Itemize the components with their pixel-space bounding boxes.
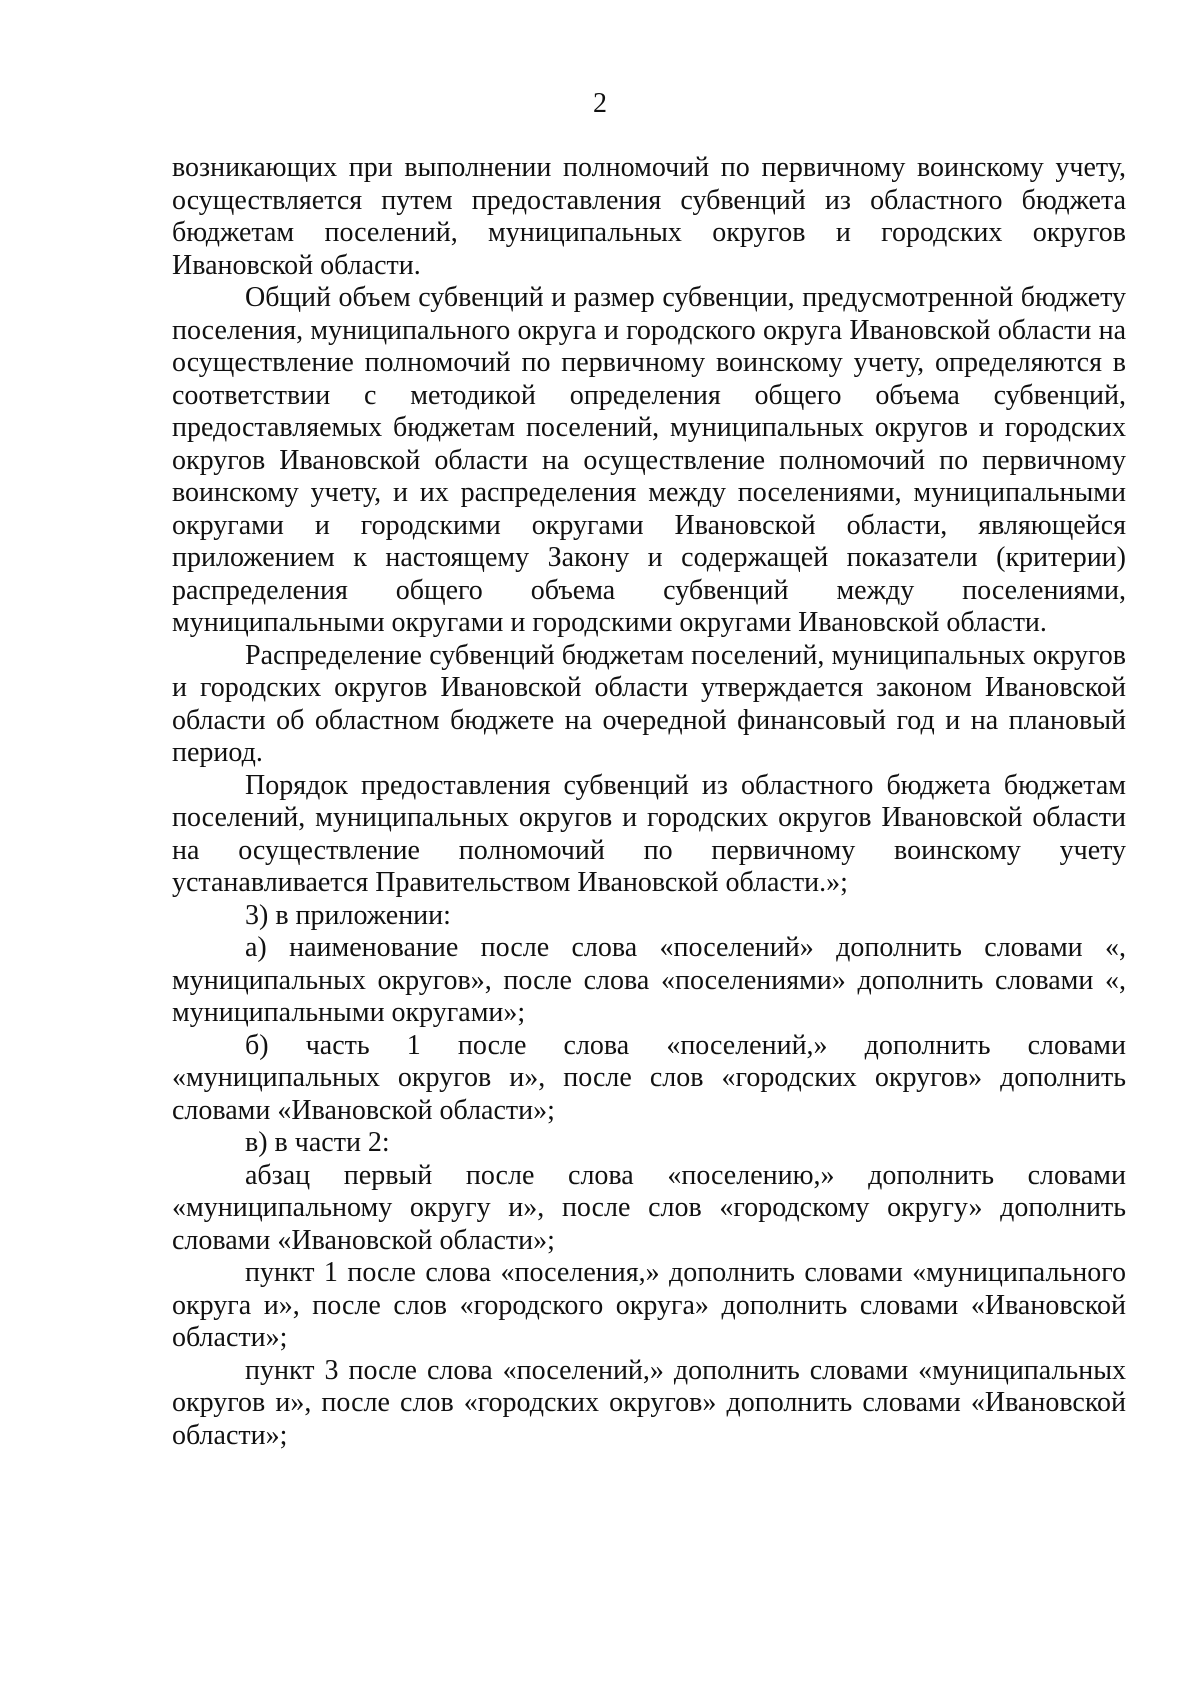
paragraph-provision-procedure: Порядок предоставления субвенций из областного бюджета бюджетам поселений, муниципальных округов и городских округов Ивановской области на осуществление полномочий по первичному воинскому учету устанавливается Правительством Ивановской области.»; [172, 769, 1126, 898]
document-body [172, 152, 1126, 1452]
paragraph-subvention-volume: Общий объем субвенций и размер субвенции, предусмотренной бюджету поселения, муниципального округа и городского округа Ивановской области на осуществление полномочий по первичному воинскому учету, определяются в соответствии с методикой определения общего объема субвенций, предоставляемых бюджетам поселений, муниципальных округов и городских округов Ивановской области на осуществление полномочий по первичному воинскому учету, и их распределения между поселениями, муниципальными округами и городскими округами Ивановской области, являющейся приложением к настоящему Закону и содержащей показатели (критерии) распределения общего объема субвенций между поселениями, муниципальными округами и городскими округами Ивановской области. [172, 282, 1126, 638]
paragraph-continuation: возникающих при выполнении полномочий по первичному воинскому учету, осуществляется путем предоставления субвенций из областного бюджета бюджетам поселений, муниципальных округов и городских округов Ивановской области. [172, 152, 1126, 281]
paragraph-first-abzac: абзац первый после слова «поселению,» дополнить словами «муниципальному округу и», после слов «городскому округу» дополнить словами «Ивановской области»; [172, 1159, 1126, 1256]
paragraph-item-a: а) наименование после слова «поселений» дополнить словами «, муниципальных округов», после слова «поселениями» дополнить словами «, муниципальными округами»; [172, 932, 1126, 1028]
paragraph-subvention-distribution: Распределение субвенций бюджетам поселений, муниципальных округов и городских округов Ивановской области утверждается законом Ивановской области об областном бюджете на очередной финансовый год и на плановый период. [172, 639, 1126, 768]
page-number: 2 [593, 88, 607, 119]
paragraph-point-1: пункт 1 после слова «поселения,» дополнить словами «муниципального округа и», после слов «городского округа» дополнить словами «Ивановской области»; [172, 1257, 1126, 1353]
paragraph-item-v: в) в части 2: [245, 1127, 390, 1158]
paragraph-item-3: 3) в приложении: [245, 899, 451, 931]
paragraph-item-b: б) часть 1 после слова «поселений,» дополнить словами «муниципальных округов и», после слов «городских округов» дополнить словами «Ивановской области»; [172, 1029, 1126, 1126]
paragraph-point-3: пункт 3 после слова «поселений,» дополнить словами «муниципальных округов и», после слов «городских округов» дополнить словами «Ивановской области»; [172, 1354, 1126, 1451]
